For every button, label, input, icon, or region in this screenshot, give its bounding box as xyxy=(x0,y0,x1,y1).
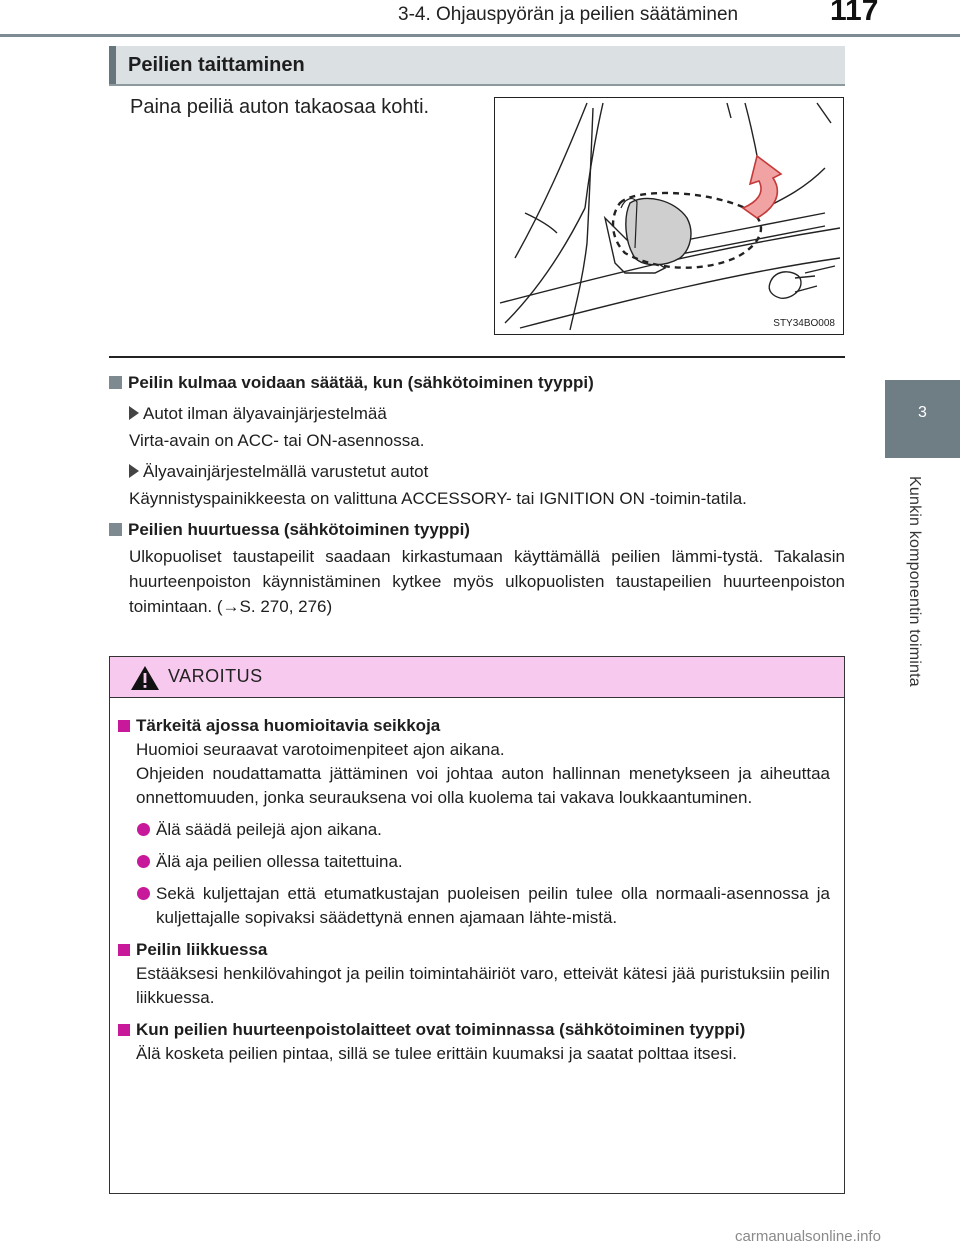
sub-label-text: Autot ilman älyavainjärjestelmää xyxy=(143,404,387,423)
warning-heading-text: Peilin liikkuessa xyxy=(136,940,268,959)
warning-bullet-text: Sekä kuljettajan että etumatkustajan puoleisen peilin tulee olla normaali-asennossa ja kuljettajalle sopivaksi säädettynä ennen ajamaan lähte-mistä. xyxy=(156,884,830,927)
square-bullet-icon xyxy=(109,523,122,536)
warning-heading-text: Kun peilien huurteenpoistolaitteet ovat toiminnassa (sähkötoiminen tyyppi) xyxy=(136,1020,746,1039)
warning-box xyxy=(109,656,845,1194)
header-chapter-title: 3-4. Ohjauspyörän ja peilien säätäminen xyxy=(398,4,739,25)
sub-text-smart-key: Käynnistyspainikkeesta on valittuna ACCESSORY- tai IGNITION ON -toimin-tatila. xyxy=(129,489,747,508)
section-title: Peilien taittaminen xyxy=(128,54,305,76)
side-chapter-tab[interactable] xyxy=(885,380,960,458)
item-heading-defog xyxy=(109,517,845,542)
warning-para: Älä kosketa peilien pintaa, sillä se tulee erittäin kuumaksi ja saatat polttaa itsesi. xyxy=(136,1044,737,1063)
item-heading-mirror-angle xyxy=(109,370,845,395)
sub-text-no-smart-key: Virta-avain on ACC- tai ON-asennossa. xyxy=(129,431,425,450)
item-heading-text: Peilin kulmaa voidaan säätää, kun (sähkötoiminen tyyppi) xyxy=(128,373,594,392)
warning-bullet-text: Älä aja peilien ollessa taitettuina. xyxy=(156,852,403,871)
circle-bullet-icon xyxy=(137,855,150,868)
square-bullet-icon xyxy=(118,720,130,732)
side-tab-number: 3 xyxy=(918,404,927,421)
sub-label-no-smart-key xyxy=(129,401,845,426)
arrow-right-icon xyxy=(129,464,139,478)
square-bullet-icon xyxy=(118,944,130,956)
mirror-fold-drawing xyxy=(495,98,842,333)
folding-instruction: Paina peiliä auton takaosaa kohti. xyxy=(130,96,430,118)
defog-text: Ulkopuoliset taustapeilit saadaan kirkastumaan käyttämällä peilien lämmi-tystä. Takalasin huurteenpoiston käynnistäminen kytkee myös ulkopuolisten taustapeilien huurteenpoiston toimintaan. (→S. 270, 276) xyxy=(129,547,845,616)
header-rule xyxy=(0,34,960,37)
square-bullet-icon xyxy=(109,376,122,389)
warning-para: Huomioi seuraavat varotoimenpiteet ajon aikana. xyxy=(136,740,505,759)
warning-triangle-icon xyxy=(130,665,160,691)
warning-bullet xyxy=(136,818,830,842)
warning-para: Estääksesi henkilövahingot ja peilin toimintahäiriöt varo, etteivät kätesi jää puristuksiin peilin liikkuessa. xyxy=(136,964,830,1007)
arrow-right-icon xyxy=(129,406,139,420)
main-content xyxy=(109,364,845,619)
warning-heading-moving xyxy=(118,938,830,962)
circle-bullet-icon xyxy=(137,823,150,836)
warning-para: Ohjeiden noudattamatta jättäminen voi johtaa auton hallinnan menetykseen ja aiheuttaa onnettomuuden, jonka seurauksena voi olla kuolema tai vakava loukkaantuminen. xyxy=(136,764,830,807)
warning-body xyxy=(110,698,844,1066)
circle-bullet-icon xyxy=(137,887,150,900)
warning-bullet xyxy=(136,882,830,930)
warning-heading-text: Tärkeitä ajossa huomioitavia seikkoja xyxy=(136,716,441,735)
sub-label-smart-key xyxy=(129,459,845,484)
section-header-rule xyxy=(109,84,845,86)
section-divider xyxy=(109,356,845,358)
square-bullet-icon xyxy=(118,1024,130,1036)
sub-label-text: Älyavainjärjestelmällä varustetut autot xyxy=(143,462,429,481)
mirror-illustration xyxy=(494,97,844,335)
warning-heading-defoggers xyxy=(118,1018,830,1042)
warning-header xyxy=(110,657,844,698)
footer-watermark[interactable]: carmanualsonline.info xyxy=(735,1228,881,1245)
illustration-code: STY34BO008 xyxy=(773,318,835,329)
warning-bullet-text: Älä säädä peilejä ajon aikana. xyxy=(156,820,382,839)
section-header xyxy=(109,46,845,84)
item-heading-text: Peilien huurtuessa (sähkötoiminen tyyppi) xyxy=(128,520,470,539)
warning-title: VAROITUS xyxy=(168,666,263,686)
warning-heading-driving xyxy=(118,714,830,738)
side-chapter-label: Kunkin komponentin toiminta xyxy=(906,476,923,687)
page-number: 117 xyxy=(830,0,879,27)
warning-bullet xyxy=(136,850,830,874)
